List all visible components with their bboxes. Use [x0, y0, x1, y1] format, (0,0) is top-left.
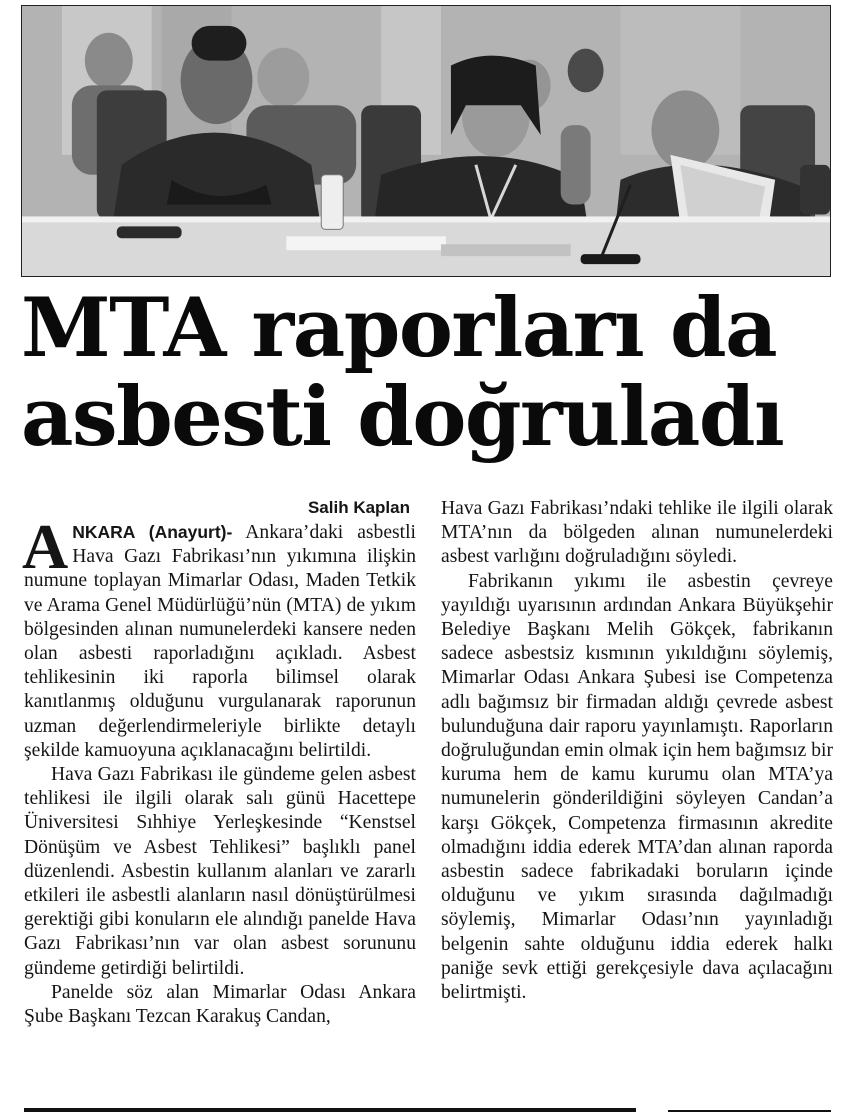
body-paragraph: Hava Gazı Fabrikası’ndaki tehlike ile ilgili olarak MTA’nın da bölgeden alınan numunelerdeki asbest varlığını doğruladığını söyledi.	[441, 498, 833, 568]
panel-photo-illustration	[22, 6, 830, 276]
body-paragraph: Panelde söz alan Mimarlar Odası Ankara Şube Başkanı Tezcan Karakuş Candan,	[24, 981, 416, 1028]
drop-cap: A	[22, 511, 69, 582]
lead-paragraph	[22, 511, 416, 763]
article-column-left	[24, 496, 416, 1029]
bottom-rule-right	[668, 1110, 831, 1112]
headline-line-1: MTA raporları da	[21, 281, 777, 376]
byline: Salih Kaplan	[307, 498, 410, 517]
body-paragraph: Hava Gazı Fabrikası ile gündeme gelen asbest tehlikesi ile ilgili olarak salı günü Hacettepe Üniversitesi Sıhhiye Yerleşkesinde “Kenstsel Dönüşüm ve Asbest Tehlikesi” başlıklı panel düzenlendi. Asbestin kullanım alanları ve zararlı etkileri ile asbestli alanların nasıl dönüştürülmesi gerektiği gibi konuların ele alındığı panelde Hava Gazı Fabrikası’nın var olan asbest sorununu gündeme getirdiği belirtildi.	[24, 764, 416, 979]
article-photo	[21, 5, 831, 277]
article-headline	[21, 281, 831, 465]
article-column-right	[441, 497, 833, 1005]
lead-paragraph-text: Ankara’daki asbestli Hava Gazı Fabrikası’nın yıkımına ilişkin numune toplayan Mimarlar Odası, Maden Tetkik ve Arama Genel Müdürlüğü’nün (MTA) de yıkım bölgesinden alınan numunelerdeki kansere neden olan asbesti raporladığını açıkladı. Asbest tehlikesinin iki raporla bilimsel olarak kanıtlanmış olduğunu vurgulanarak raporunun uzman değerlendirmeleriyle birlikte detaylı şekilde kamuoyuna açıklanacağını belirtildi.	[24, 522, 416, 761]
dateline: NKARA (Anayurt)-	[72, 522, 233, 542]
headline-line-2: asbesti doğruladı	[21, 370, 784, 465]
bottom-rule-left	[24, 1108, 636, 1112]
body-paragraph: Fabrikanın yıkımı ile asbestin çevreye yayıldığı uyarısının ardından Ankara Büyükşehir Belediye Başkanı Melih Gökçek, fabrikanın sadece asbestsiz kısmının yıkıldığını söylemiş, Mimarlar Odası Ankara Şubesi ise Competenza adlı bağımsız bir firmadan aldığı çevrede asbest bulunduğuna dair raporu yayınlamıştı. Raporların doğruluğundan emin olmak için hem bağımsız bir kuruma hem de kamu kurumu olan MTA’ya numunelerin gönderildiğini söyleyen Candan’a karşı Gökçek, Competenza firmasının akredite olmadığını iddia ederek MTA’dan alınan raporda asbestin sadece fabrikadaki boruların içinde olduğunu ve yıkım sırasında dağılmadığı söylemiş, Mimarlar Odası’nın yayınladığı belgenin sahte olduğunu iddia ederek halkı paniğe sevk ettiği gerekçesiyle dava açılacağını belirtmişti.	[441, 570, 833, 1004]
